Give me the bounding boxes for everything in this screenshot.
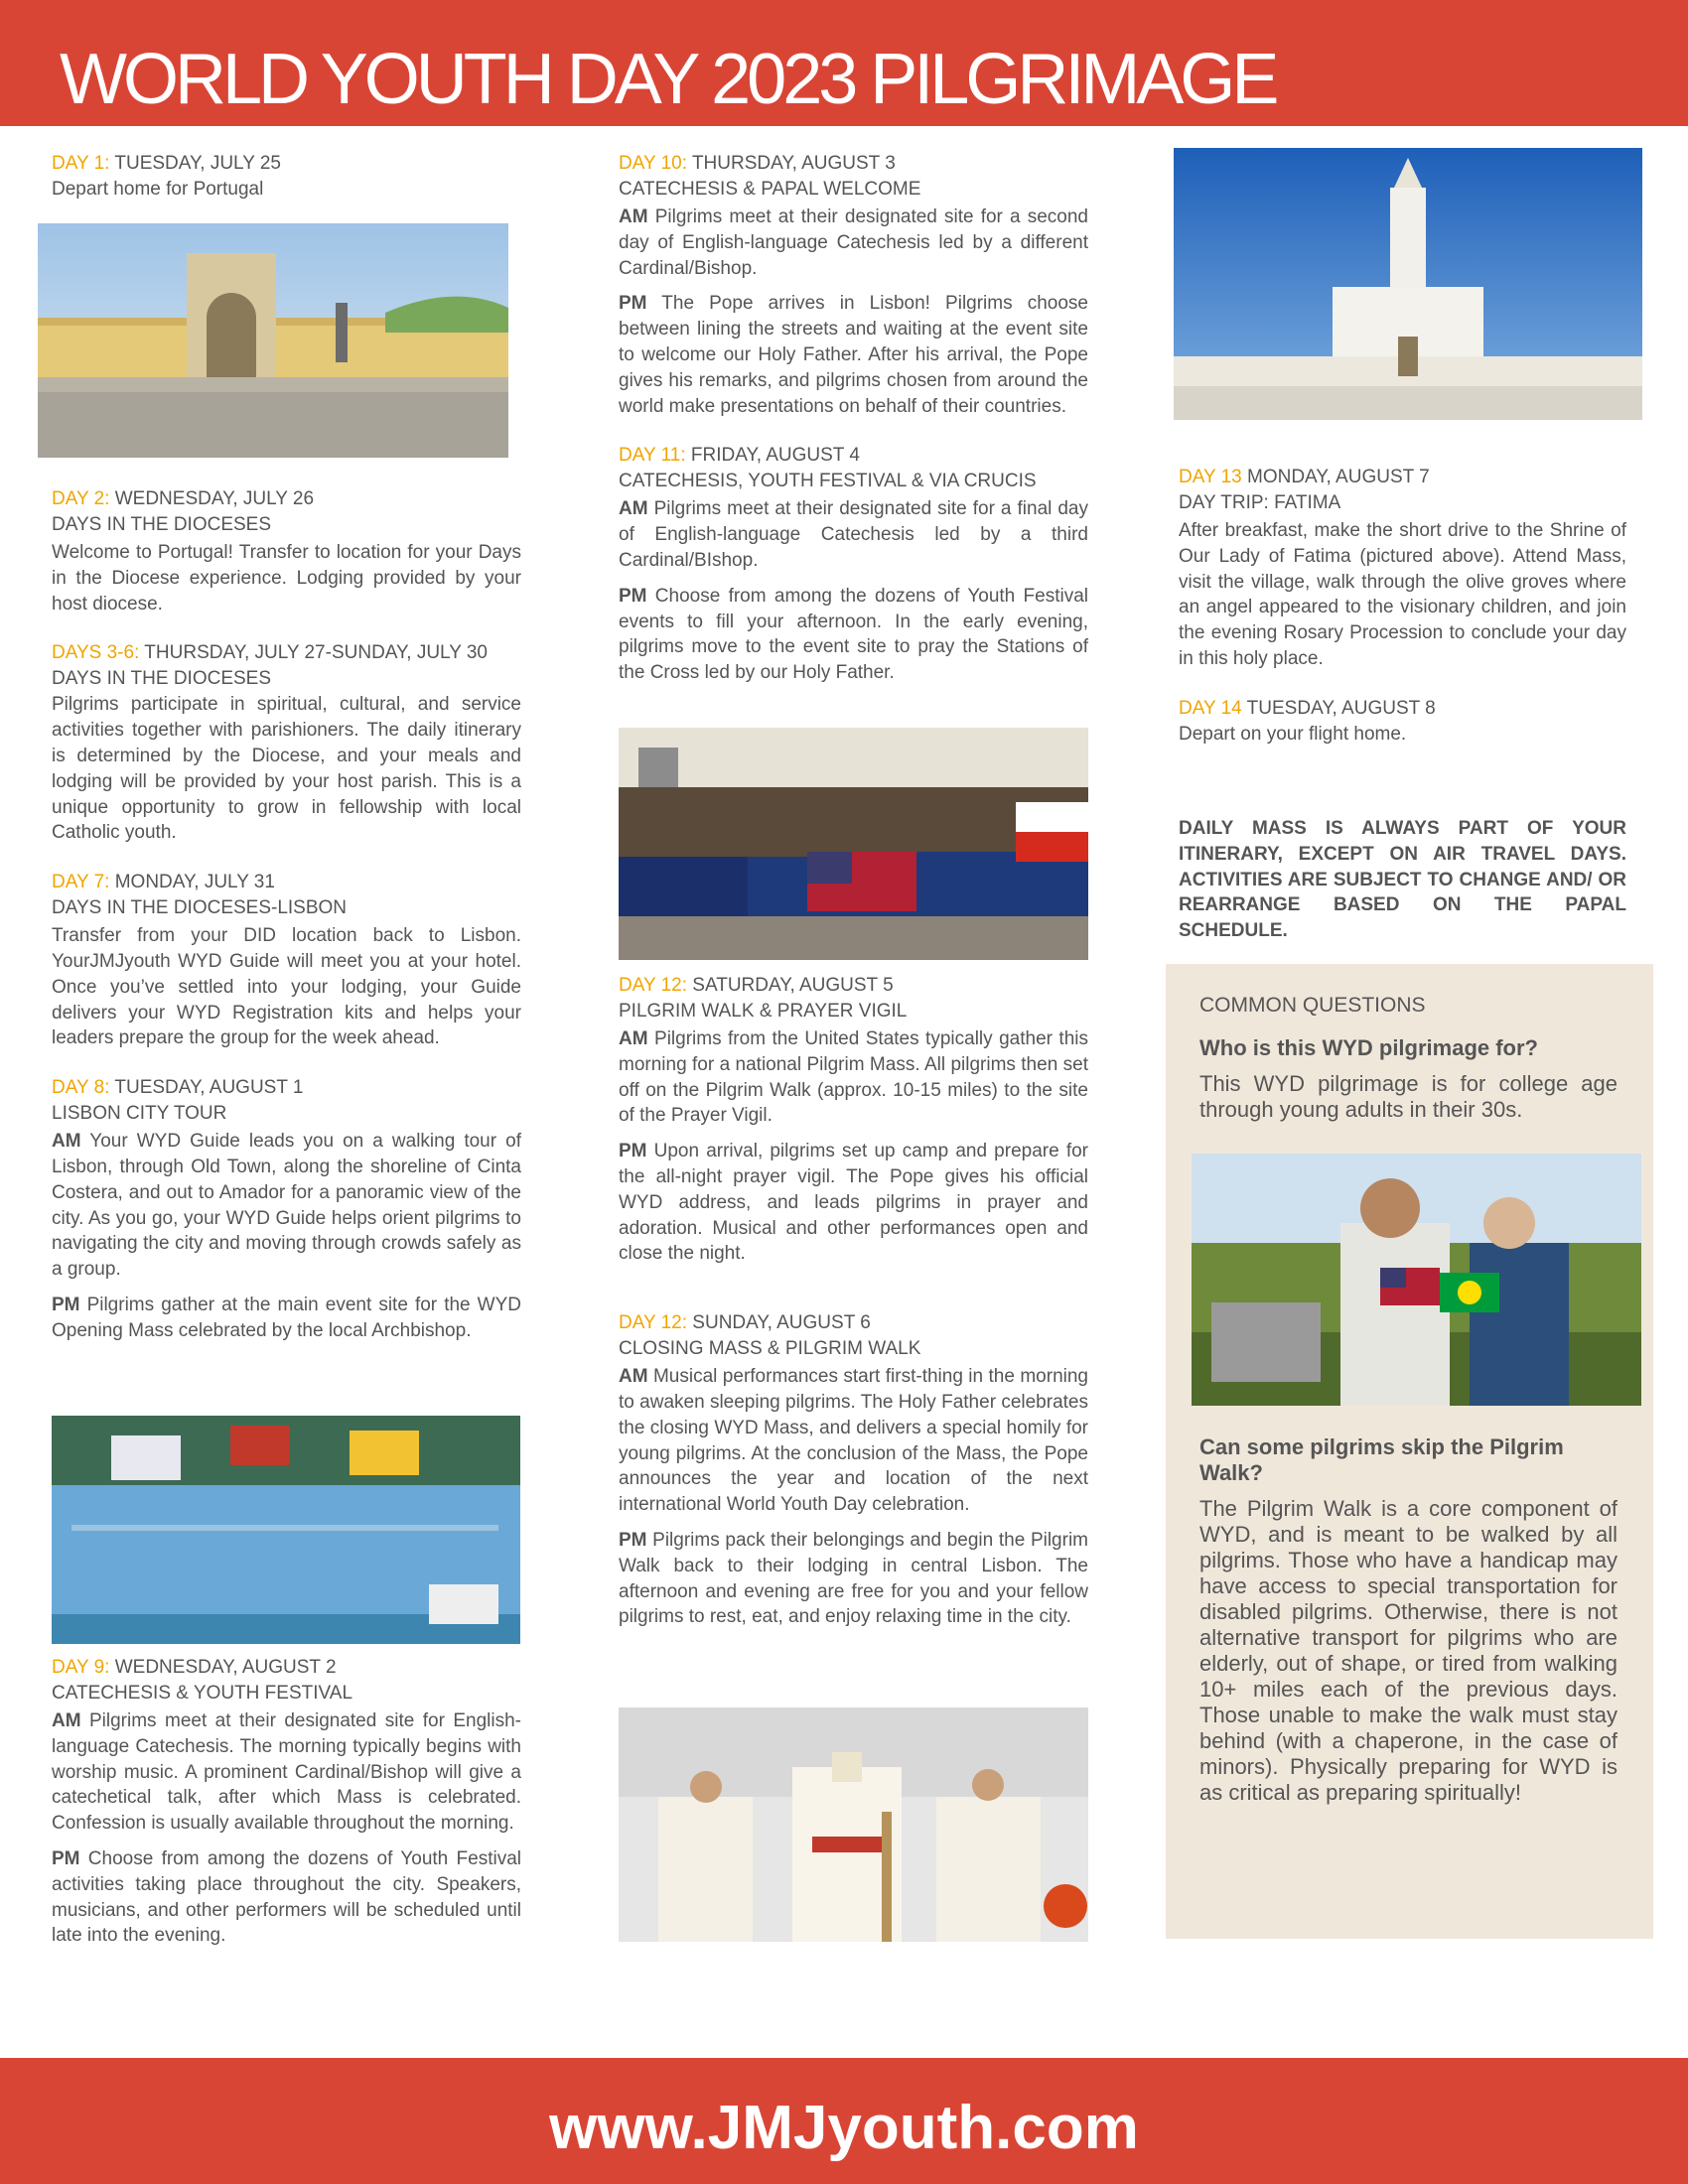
day-text: Pilgrims participate in spiritual, cultural, and service activities together with parishioners. The daily itinerary is determined by the Diocese, and your meals and lodging will be provided by your host parish. This is a unique opportunity to grow in fellowship with local Catholic youth. <box>52 694 521 844</box>
day-9 <box>52 1655 521 1949</box>
day-subtitle: CATECHESIS & PAPAL WELCOME <box>619 179 921 200</box>
day-am-text: AM Pilgrims meet at their designated site for English-language Catechesis. The morning typically begins with worship music. A prominent Cardinal/Bishop will give a catechetical talk, after which Mass is celebrated. Confession is usually available throughout the morning. <box>52 1710 521 1835</box>
day-number: DAY 8: <box>52 1077 110 1099</box>
day-number: DAY 9: <box>52 1657 110 1678</box>
pope-mass-photo <box>619 1707 1088 1942</box>
day-am-text: AM Pilgrims meet at their designated site for a final day of English-language Catechesis led by a third Cardinal/BIshop. <box>619 498 1088 571</box>
column-1-days <box>52 486 521 1368</box>
website-link[interactable]: www.JMJyouth.com <box>549 2094 1139 2162</box>
pilgrims-selfie-photo <box>1192 1154 1641 1406</box>
day-number: DAY 7: <box>52 872 110 893</box>
day-1 <box>52 151 521 203</box>
header-banner <box>0 0 1688 126</box>
day-am-text: AM Musical performances start first-thing in the morning to awaken sleeping pilgrims. The Holy Father celebrates the closing WYD Mass, and delivers a special homily for young pilgrims. At the conclusion of the Mass, the Pope announces the year and location of the next international World Youth Day celebration. <box>619 1366 1088 1516</box>
day-14 <box>1179 696 1626 748</box>
day-subtitle: CLOSING MASS & PILGRIM WALK <box>619 1338 921 1360</box>
day-number: DAY 12: <box>619 1312 688 1334</box>
day-date: THURSDAY, AUGUST 3 <box>687 153 896 174</box>
day-am-text: AM Your WYD Guide leads you on a walking tour of Lisbon, through Old Town, along the shoreline of Cinta Costera, and out to Amador for a panoramic view of the city. As you go, your WYD Guide helps orient pilgrims to navigating the city and moving through crowds safely as a group. <box>52 1131 521 1281</box>
day-date: WEDNESDAY, JULY 26 <box>109 488 315 509</box>
day-subtitle: LISBON CITY TOUR <box>52 1103 227 1125</box>
day-am-text: AM Pilgrims meet at their designated site for a second day of English-language Catechesis led by a different Cardinal/Bishop. <box>619 206 1088 279</box>
day-pm-text: PM Pilgrims gather at the main event site for the WYD Opening Mass celebrated by the local Archbishop. <box>52 1294 521 1341</box>
day-text: Welcome to Portugal! Transfer to location for your Days in the Diocese experience. Lodging provided by your host diocese. <box>52 542 521 614</box>
column-1 <box>52 151 521 226</box>
column-2 <box>619 151 1088 710</box>
day-am-text: AM Pilgrims from the United States typically gather this morning for a national Pilgrim Mass. All pilgrims then set off on the Pilgrim Walk (approx. 10-15 miles) to the site of the Prayer Vigil. <box>619 1028 1088 1127</box>
day-date: WEDNESDAY, AUGUST 2 <box>109 1657 337 1678</box>
day-text: Depart on your flight home. <box>1179 723 1407 745</box>
day-12-saturday <box>619 973 1088 1267</box>
day-11 <box>619 443 1088 686</box>
page-title: WORLD YOUTH DAY 2023 PILGRIMAGE <box>60 40 1276 119</box>
day-date: TUESDAY, AUGUST 8 <box>1241 697 1436 719</box>
answer-2: The Pilgrim Walk is a core component of WYD, and is meant to be walked by all pilgrims. Those who have a handicap may have access to special transportation for disabled pilgrims. Otherwise, there is not alternative transport for pilgrims who are elderly, out of shape, or tired from walking 10+ miles each of the previous days. Those unable to make the walk must stay behind (with a chaperone, in the case of minors). Physically preparing for WYD is as critical as preparing spiritually! <box>1199 1496 1618 1805</box>
day-pm-text: PM Upon arrival, pilgrims set up camp and prepare for the all-night prayer vigil. The Pope gives his official WYD address, and leads pilgrims in prayer and adoration. Musical and other performances open and close the night. <box>619 1141 1088 1265</box>
day-number: DAY 11: <box>619 445 686 467</box>
column-1-day-9 <box>52 1655 521 1973</box>
column-2-days <box>619 973 1088 1654</box>
question-2: Can some pilgrims skip the Pilgrim Walk? <box>1199 1434 1564 1485</box>
day-13 <box>1179 465 1626 672</box>
day-date: TUESDAY, AUGUST 1 <box>109 1077 304 1099</box>
footer-banner <box>0 2058 1688 2184</box>
day-subtitle: CATECHESIS & YOUTH FESTIVAL <box>52 1683 353 1704</box>
day-subtitle: PILGRIM WALK & PRAYER VIGIL <box>619 1001 908 1022</box>
day-7 <box>52 870 521 1051</box>
day-subtitle: CATECHESIS, YOUTH FESTIVAL & VIA CRUCIS <box>619 471 1037 492</box>
day-pm-text: PM Pilgrims pack their belongings and begin the Pilgrim Walk back to their lodging in central Lisbon. The afternoon and evening are free for you and your fellow pilgrims to rest, eat, and enjoy relaxing time in the city. <box>619 1529 1088 1628</box>
day-date: SATURDAY, AUGUST 5 <box>687 975 894 996</box>
day-subtitle: DAY TRIP: FATIMA <box>1179 492 1341 513</box>
day-10 <box>619 151 1088 419</box>
day-subtitle: DAYS IN THE DIOCESES-LISBON <box>52 897 348 919</box>
answer-1: This WYD pilgrimage is for college age through young adults in their 30s. <box>1199 1071 1618 1122</box>
youth-crowd-photo <box>52 1416 520 1644</box>
day-8 <box>52 1075 521 1343</box>
day-subtitle: DAYS IN THE DIOCESES <box>52 514 272 535</box>
day-number: DAY 1: <box>52 153 110 174</box>
day-date: MONDAY, AUGUST 7 <box>1241 467 1430 487</box>
day-date: SUNDAY, AUGUST 6 <box>687 1312 871 1334</box>
day-12-sunday <box>619 1310 1088 1630</box>
common-questions-box <box>1166 964 1653 1939</box>
day-number: DAYS 3-6: <box>52 642 140 664</box>
day-date: MONDAY, JULY 31 <box>109 872 275 893</box>
question-1: Who is this WYD pilgrimage for? <box>1199 1035 1538 1060</box>
day-text: Transfer from your DID location back to Lisbon. YourJMJyouth WYD Guide will meet you at your hotel. Once you’ve settled into your lodging, your Guide delivers your WYD Registration kits and helps your leaders prepare the group for the week ahead. <box>52 925 521 1049</box>
column-3 <box>1179 465 1626 771</box>
day-3-6 <box>52 640 521 846</box>
lisbon-square-photo <box>38 223 508 458</box>
day-text: After breakfast, make the short drive to the Shrine of Our Lady of Fatima (pictured above). Attend Mass, visit the village, walk through the olive groves where an angel appeared to the visionary children, and join the evening Rosary Procession to conclude your day in this holy place. <box>1179 520 1626 669</box>
day-2 <box>52 486 521 616</box>
day-number: DAY 10: <box>619 153 688 174</box>
fatima-basilica-photo <box>1174 148 1642 420</box>
day-date: TUESDAY, JULY 25 <box>109 153 281 174</box>
day-number: DAY 2: <box>52 488 110 509</box>
pilgrims-flags-photo <box>619 728 1088 960</box>
day-text: Depart home for Portugal <box>52 179 264 200</box>
itinerary-note: DAILY MASS IS ALWAYS PART OF YOUR ITINERARY, EXCEPT ON AIR TRAVEL DAYS. ACTIVITIES ARE SUBJECT TO CHANGE AND/ OR REARRANGE BASED ON THE PAPAL SCHEDULE. <box>1179 818 1626 942</box>
questions-heading: COMMON QUESTIONS <box>1199 994 1426 1017</box>
day-pm-text: PM Choose from among the dozens of Youth Festival events to fill your afternoon. In the early evening, pilgrims move to the event site to pray the Stations of the Cross led by our Holy Father. <box>619 585 1088 684</box>
day-number: DAY 14 <box>1179 697 1242 719</box>
day-date: FRIDAY, AUGUST 4 <box>685 445 860 467</box>
day-number: DAY 12: <box>619 975 688 996</box>
day-number: DAY 13 <box>1179 467 1242 487</box>
day-subtitle: DAYS IN THE DIOCESES <box>52 668 272 690</box>
day-date: THURSDAY, JULY 27-SUNDAY, JULY 30 <box>139 642 488 664</box>
day-pm-text: PM Choose from among the dozens of Youth Festival activities taking place throughout the city. Speakers, musicians, and other performers will be scheduled until late into the evening. <box>52 1847 521 1947</box>
day-pm-text: PM The Pope arrives in Lisbon! Pilgrims choose between lining the streets and waiting at the event site to welcome our Holy Father. After his arrival, the Pope gives his remarks, and pilgrims chosen from around the world make presentations on behalf of their countries. <box>619 293 1088 417</box>
